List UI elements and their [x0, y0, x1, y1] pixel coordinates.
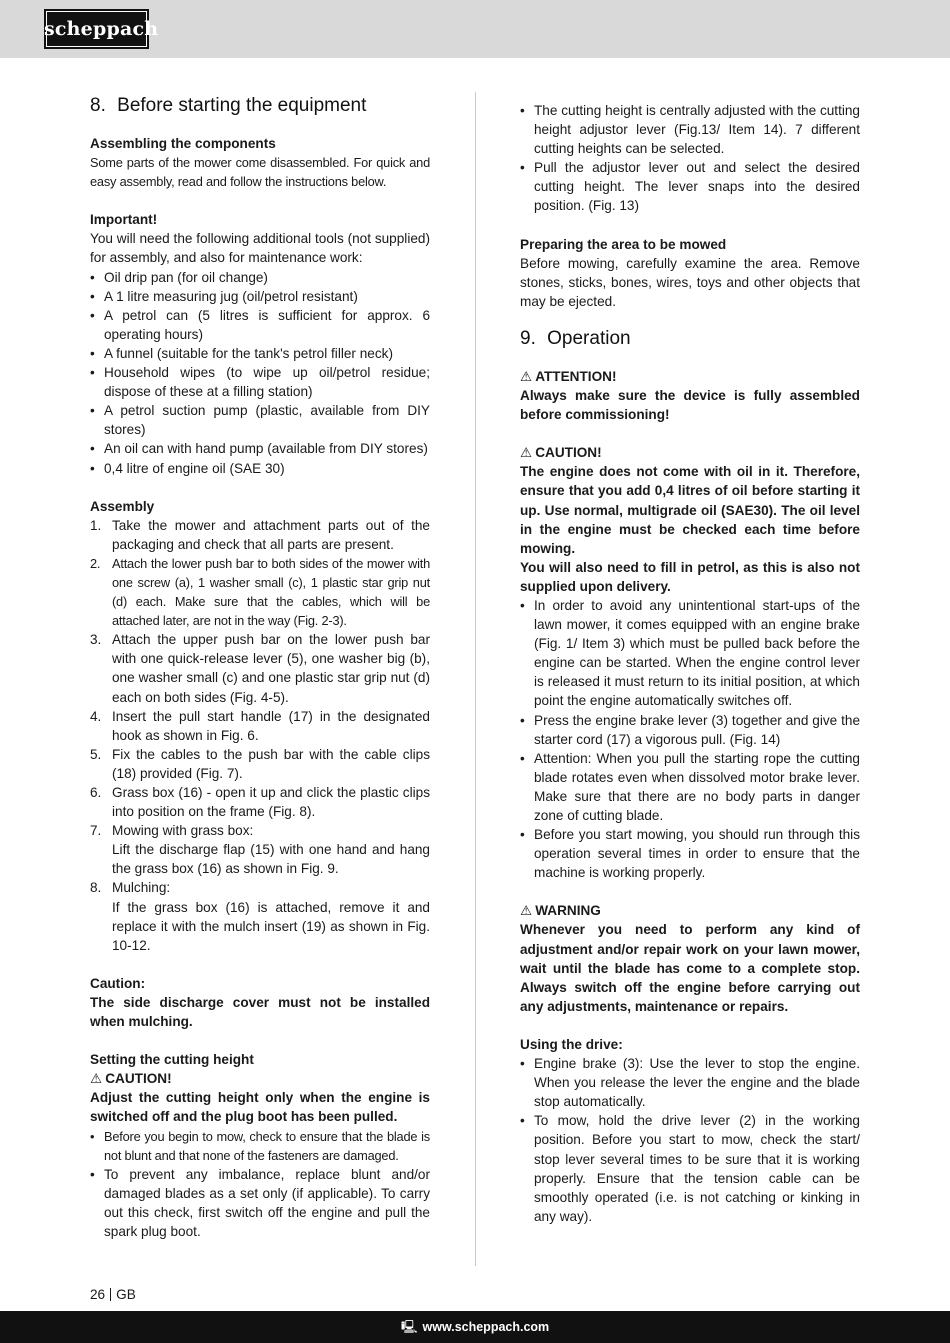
language-code: GB	[116, 1287, 136, 1302]
step-number: 1.	[90, 517, 102, 533]
page-number	[90, 1287, 136, 1302]
list-item	[90, 630, 430, 706]
step-text: Fix the cables to the push bar with the cable clips (18) provided (Fig. 7).	[112, 746, 430, 781]
step-text: Grass box (16) - open it up and click the plastic clips into position on the frame (Fig. 8).	[112, 785, 430, 820]
operation-bullets	[520, 596, 860, 882]
list-item: • Engine brake (3): Use the lever to stop the engine. When you release the lever the engine and the blade stop automatically.	[520, 1054, 860, 1111]
step-subtext: If the grass box (16) is attached, remove it and replace it with the mulch insert (19) as shown in Fig. 10-12.	[112, 899, 430, 953]
list-item: • A petrol suction pump (plastic, available from DIY stores)	[90, 401, 430, 439]
assembly-steps	[90, 516, 430, 955]
list-item: • An oil can with hand pump (available from DIY stores)	[90, 439, 430, 458]
caution-text-2: You will also need to fill in petrol, as this is also not supplied upon delivery.	[520, 559, 860, 594]
tools-list	[90, 268, 430, 478]
important-text: You will need the following additional tools (not supplied) for assembly, and also for maintenance work:	[90, 231, 430, 266]
list-item	[90, 878, 430, 954]
important-heading: Important!	[90, 212, 158, 228]
right-column	[520, 101, 860, 1226]
monitor-icon: 🖳	[400, 1320, 418, 1334]
step-number: 4.	[90, 708, 102, 724]
website-link[interactable]: www.scheppach.com	[422, 1320, 550, 1334]
step-text: Attach the upper push bar on the lower push bar with one quick-release lever (5), one washer big (b), one washer small (c) and one plastic star grip nut (d) each on both sides (Fig. 4-5).	[112, 632, 430, 705]
list-item	[90, 783, 430, 821]
section-number: 8.	[90, 95, 106, 116]
step-number: 7.	[90, 823, 102, 839]
warning-triangle-icon: ⚠	[520, 903, 533, 919]
list-item: • A 1 litre measuring jug (oil/petrol resistant)	[90, 287, 430, 306]
step-text: Mowing with grass box:	[112, 823, 254, 839]
warning-triangle-icon: ⚠	[520, 445, 533, 461]
list-item: • To prevent any imbalance, replace blunt and/or damaged blades as a set only (if applicable). To carry out this check, first switch off the engine and pull the spark plug boot.	[90, 1165, 430, 1241]
attention-label	[520, 367, 860, 386]
warning-triangle-icon: ⚠	[90, 1071, 103, 1087]
section-9-title	[520, 327, 860, 351]
page-separator	[110, 1288, 111, 1301]
step-subtext: Lift the discharge flap (15) with one hand and hang the grass box (16) as shown in Fig. 9.	[112, 842, 430, 877]
step-number: 2.	[90, 555, 101, 571]
caution-text-1: The engine does not come with oil in it. Therefore, ensure that you add 0,4 litres of oil before starting it up. Use normal, multigrade oil (SAE30). The oil level in the engine must be checked each time before mowing.	[520, 464, 860, 556]
list-item	[90, 516, 430, 554]
assembling-heading: Assembling the components	[90, 136, 276, 151]
step-text: Take the mower and attachment parts out of the packaging and check that all parts are present.	[112, 517, 430, 552]
list-item	[90, 745, 430, 783]
prep-text: Before mowing, carefully examine the area. Remove stones, sticks, bones, wires, toys and other objects that may be ejected.	[520, 255, 860, 309]
list-item: • In order to avoid any unintentional start-ups of the lawn mower, it comes equipped with an engine brake (Fig. 1/ Item 3) which must be pulled back before the engine can be started. When the engine control lever is released it must return to its initial position, at which point the engine automatically switches off.	[520, 596, 860, 711]
list-item: • Household wipes (to wipe up oil/petrol residue; dispose of these at a filling station)	[90, 363, 430, 401]
list-item: • To mow, hold the drive lever (2) in the working position. Before you start to mow, check the start/ stop lever several times to be sure that it is working properly. Ensure that the tension cable can be smoothly operated (i.e. is not catching or kinking in any way).	[520, 1111, 860, 1226]
step-text: Insert the pull start handle (17) in the designated hook as shown in Fig. 6.	[112, 708, 430, 743]
height-bullets	[520, 101, 860, 216]
cutting-bullets	[90, 1127, 430, 1242]
list-item: • Pull the adjustor lever out and select the desired cutting height. The lever snaps into the desired position. (Fig. 13)	[520, 158, 860, 215]
warning-text: Whenever you need to perform any kind of adjustment and/or repair work on your lawn mower, wait until the blade has come to a complete stop. Always switch off the engine before carrying out any adjustments, maintenance or repairs.	[520, 922, 860, 1014]
list-item: • Press the engine brake lever (3) together and give the starter cord (17) a vigorous pull. (Fig. 14)	[520, 711, 860, 749]
list-item: • Attention: When you pull the starting rope the cutting blade rotates even when dissolved motor brake lever. Make sure that there are no body parts in danger zone of cutting blade.	[520, 749, 860, 825]
list-item: • A petrol can (5 litres is sufficient for approx. 6 operating hours)	[90, 306, 430, 344]
step-text: Attach the lower push bar to both sides of the mower with one screw (a), 1 washer small (c), 1 plastic star grip nut (d) each. Make sure that the cables, which will be attached later, are not in the way (Fig. 2-3).	[112, 555, 430, 629]
header-band	[0, 0, 950, 58]
list-item	[90, 554, 430, 630]
scheppach-logo: scheppach	[44, 9, 149, 49]
step-text: Mulching:	[112, 880, 171, 896]
warning-triangle-icon: ⚠	[520, 368, 533, 384]
caution-text-label: CAUTION!	[535, 445, 602, 461]
cutting-caution	[90, 1069, 430, 1088]
page-number-value: 26	[90, 1287, 106, 1302]
caution-label: CAUTION!	[105, 1071, 172, 1087]
footer-band	[0, 1311, 950, 1343]
warning-text-label: WARNING	[535, 903, 601, 919]
left-column	[90, 94, 430, 1241]
step-number: 8.	[90, 880, 102, 896]
drive-bullets	[520, 1054, 860, 1226]
section-title-text: Before starting the equipment	[117, 95, 367, 116]
assembling-text: Some parts of the mower come disassembled. For quick and easy assembly, read and follow the instructions below.	[90, 155, 430, 190]
list-item: • 0,4 litre of engine oil (SAE 30)	[90, 459, 430, 478]
step-number: 5.	[90, 746, 102, 762]
list-item	[90, 821, 430, 878]
list-item: • The cutting height is centrally adjusted with the cutting height adjustor lever (Fig.13/ Item 14). 7 different cutting heights can be selected.	[520, 101, 860, 158]
drive-heading: Using the drive:	[520, 1036, 623, 1052]
caution-label	[520, 443, 860, 462]
attention-text: Always make sure the device is fully assembled before commissioning!	[520, 388, 860, 423]
attention-text-label: ATTENTION!	[535, 368, 617, 384]
section-title-text: Operation	[547, 327, 631, 349]
list-item: • A funnel (suitable for the tank's petrol filler neck)	[90, 344, 430, 363]
step-number: 6.	[90, 785, 102, 800]
list-item: • Before you start mowing, you should run through this operation several times in order to ensure that the machine is working properly.	[520, 825, 860, 882]
list-item	[90, 707, 430, 745]
assembly-heading: Assembly	[90, 498, 155, 514]
column-divider	[475, 92, 476, 1266]
list-item: • Oil drip pan (for oil change)	[90, 268, 430, 287]
warning-label	[520, 901, 860, 920]
caution-heading: Caution:	[90, 975, 146, 991]
list-item: • Before you begin to mow, check to ensure that the blade is not blunt and that none of the fasteners are damaged.	[90, 1127, 430, 1165]
section-number: 9.	[520, 327, 536, 349]
step-number: 3.	[90, 632, 102, 648]
cutting-height-heading: Setting the cutting height	[90, 1052, 254, 1068]
caution-text: The side discharge cover must not be installed when mulching.	[90, 994, 430, 1030]
cutting-caution-text: Adjust the cutting height only when the engine is switched off and the plug boot has been pulled.	[90, 1090, 430, 1125]
section-8-title	[90, 94, 430, 118]
prep-heading: Preparing the area to be mowed	[520, 236, 727, 252]
